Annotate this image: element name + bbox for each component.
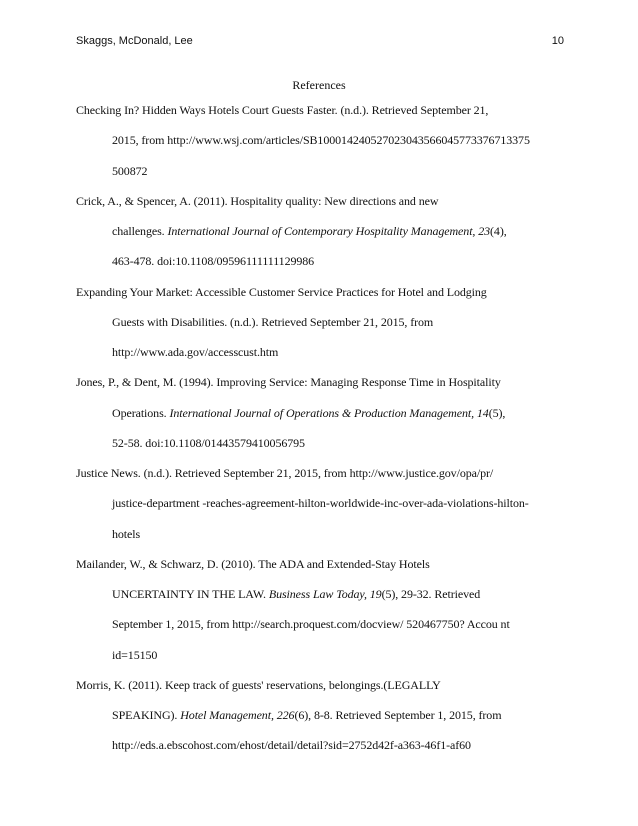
reference-text: (5), bbox=[488, 405, 506, 420]
italic-source-title: Hotel Management, 226 bbox=[180, 708, 295, 722]
reference-2-line-1 bbox=[76, 194, 438, 209]
reference-4-line-3 bbox=[112, 436, 305, 451]
page-number: 10 bbox=[551, 35, 564, 47]
reference-text: Mailander, W., & Schwarz, D. (2010). The ADA and Extended-Stay Hotels bbox=[76, 556, 430, 571]
reference-text: 52-58. doi:10.1108/01443579410056795 bbox=[112, 435, 305, 450]
reference-6-line-4 bbox=[112, 648, 157, 663]
reference-4-line-1 bbox=[76, 375, 501, 390]
reference-3-line-1 bbox=[76, 285, 487, 300]
running-header-authors: Skaggs, McDonald, Lee bbox=[76, 35, 193, 47]
reference-7-line-2 bbox=[112, 708, 501, 723]
reference-2-line-3 bbox=[112, 254, 314, 269]
italic-source-title: International Journal of Operations & Production Management, 14 bbox=[169, 405, 489, 420]
reference-text: September 1, 2015, from http://search.proquest.com/docview/ 520467750? Accou nt bbox=[112, 617, 510, 632]
reference-text: Guests with Disabilities. (n.d.). Retrieved September 21, 2015, from bbox=[112, 314, 434, 329]
reference-text: Jones, P., & Dent, M. (1994). Improving Service: Managing Response Time in Hospitality bbox=[76, 375, 501, 390]
reference-3-line-2 bbox=[112, 315, 433, 330]
reference-text: 500872 bbox=[112, 163, 148, 178]
reference-5-line-1 bbox=[76, 466, 493, 481]
reference-text: Checking In? Hidden Ways Hotels Court Guests Faster. (n.d.). Retrieved September 21, bbox=[76, 103, 489, 117]
italic-source-title: International Journal of Contemporary Hospitality Management, 23 bbox=[167, 224, 491, 238]
reference-7-line-1 bbox=[76, 678, 441, 693]
reference-text: challenges. bbox=[112, 224, 168, 238]
reference-6-line-1 bbox=[76, 557, 430, 572]
reference-text: Operations. bbox=[112, 405, 170, 420]
reference-7-line-3 bbox=[112, 738, 471, 753]
reference-text: SPEAKING). bbox=[112, 708, 181, 722]
reference-text: justice-department -reaches-agreement-hilton-worldwide-inc-over-ada-violations-hilton- bbox=[112, 496, 529, 511]
reference-5-line-3 bbox=[112, 527, 140, 542]
reference-text: http://eds.a.ebscohost.com/ehost/detail/detail?sid=2752d42f-a363-46f1-af60 bbox=[112, 738, 471, 753]
reference-1-line-3 bbox=[112, 164, 147, 179]
reference-text: hotels bbox=[112, 526, 141, 541]
reference-5-line-2 bbox=[112, 496, 529, 511]
italic-source-title: Business Law Today, 19 bbox=[268, 587, 382, 601]
reference-text: 463-478. doi:10.1108/09596111111129986 bbox=[112, 254, 315, 269]
reference-text: (5), 29-32. Retrieved bbox=[381, 587, 481, 601]
reference-1-line-1 bbox=[76, 103, 488, 118]
reference-text: id=15150 bbox=[112, 647, 158, 662]
reference-6-line-3 bbox=[112, 617, 510, 632]
reference-text: http://www.ada.gov/accesscust.htm bbox=[112, 345, 279, 359]
reference-text: Expanding Your Market: Accessible Customer Service Practices for Hotel and Lodging bbox=[76, 284, 487, 299]
reference-4-line-2 bbox=[112, 406, 505, 421]
reference-text: (6), 8-8. Retrieved September 1, 2015, from bbox=[294, 708, 502, 722]
reference-text: UNCERTAINTY IN THE LAW. bbox=[112, 587, 269, 601]
reference-text: Morris, K. (2011). Keep track of guests' reservations, belongings.(LEGALLY bbox=[76, 677, 441, 692]
reference-6-line-2 bbox=[112, 587, 480, 602]
reference-2-line-2 bbox=[112, 224, 507, 239]
reference-text: (4), bbox=[490, 224, 507, 238]
reference-1-line-2 bbox=[112, 133, 530, 148]
reference-3-line-3 bbox=[112, 345, 278, 360]
references-title: References bbox=[292, 78, 346, 92]
reference-text: Crick, A., & Spencer, A. (2011). Hospitality quality: New directions and new bbox=[76, 193, 439, 208]
reference-text: 2015, from http://www.wsj.com/articles/SB100014240527023043566045773376713375 bbox=[112, 133, 530, 148]
reference-text: Justice News. (n.d.). Retrieved September 21, 2015, from http://www.justice.gov/opa/pr/ bbox=[76, 466, 494, 480]
